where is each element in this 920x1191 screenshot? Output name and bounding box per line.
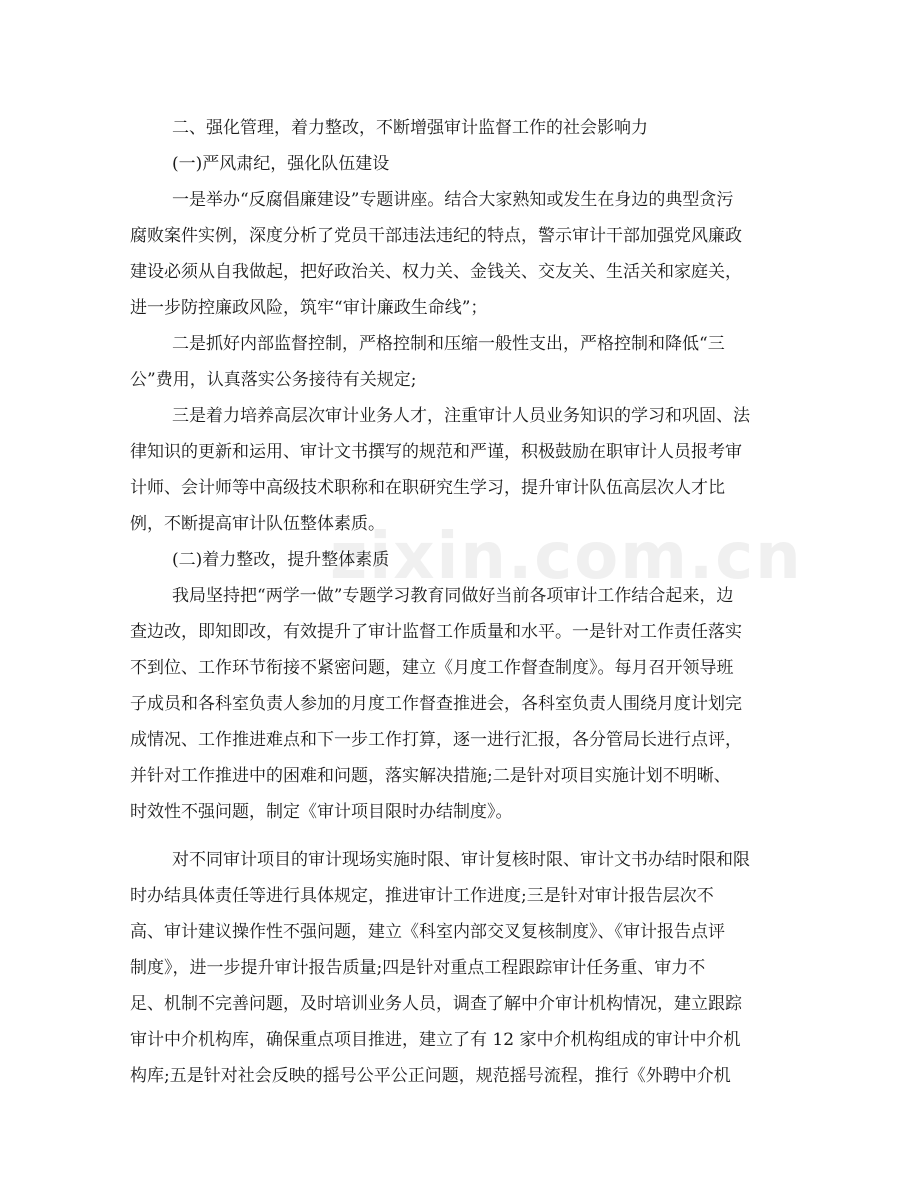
text-line: 三是着力培养高层次审计业务人才，注重审计人员业务知识的学习和巩固、法: [172, 406, 750, 426]
document-body: [130, 110, 772, 1094]
text-line: 高、审计建议操作性不强问题，建立《科室内部交叉复核制度》、《审计报告点评: [130, 922, 725, 942]
text-line: (二)着力整改，提升整体素质: [172, 550, 390, 570]
text-line: 不到位、工作环节衔接不紧密问题，建立《月度工作督查制度》。每月召开领导班: [130, 658, 734, 678]
paragraph: [130, 182, 772, 326]
text-line: 律知识的更新和运用、审计文书撰写的规范和严谨，积极鼓励在职审计人员报考审: [130, 442, 742, 462]
watermark: zixin.com.cn: [330, 520, 803, 594]
text-line: 二是抓好内部监督控制，严格控制和压缩一般性支出，严格控制和降低“三: [172, 334, 725, 354]
paragraph: [172, 542, 772, 578]
text-line: 时办结具体责任等进行具体规定，推进审计工作进度;三是针对审计报告层次不: [130, 886, 714, 906]
text-line: 进一步防控廉政风险，筑牢“审计廉政生命线”；: [130, 298, 488, 318]
text-line: (一)严风肃纪，强化队伍建设: [172, 154, 390, 174]
paragraph: [130, 326, 772, 398]
text-line: 构库;五是针对社会反映的摇号公平公正问题，规范摇号流程，推行《外聘中介机: [130, 1066, 731, 1086]
text-line: 建设必须从自我做起，把好政治关、权力关、金钱关、交友关、生活关和家庭关，: [130, 262, 742, 282]
text-line: 成情况、工作推进难点和下一步工作打算，逐一进行汇报，各分管局长进行点评，: [130, 730, 742, 750]
text-line: 查边改，即知即改，有效提升了审计监督工作质量和水平。一是针对工作责任落实: [130, 622, 742, 642]
text-line: 一是举办“反腐倡廉建设”专题讲座。结合大家熟知或发生在身边的典型贪污: [172, 190, 734, 210]
text-line: 例，不断提高审计队伍整体素质。: [130, 514, 385, 534]
text-line: 我局坚持把“两学一做”专题学习教育同做好当前各项审计工作结合起来，边: [172, 586, 734, 606]
text-line: 计师、会计师等中高级技术职称和在职研究生学习，提升审计队伍高层次人才比: [130, 478, 725, 498]
text-line: 并针对工作推进中的困难和问题，落实解决措施;二是针对项目实施计划不明晰、: [130, 766, 731, 786]
paragraph: [130, 842, 772, 1094]
text-line: 足、机制不完善问题，及时培训业务人员，调查了解中介审计机构情况，建立跟踪: [130, 994, 742, 1014]
paragraph: [130, 398, 772, 542]
paragraph: [172, 110, 772, 146]
text-line: 公”费用，认真落实公务接待有关规定;: [130, 370, 417, 390]
text-line: 对不同审计项目的审计现场实施时限、审计复核时限、审计文书办结时限和限: [172, 850, 750, 870]
text-line: 二、强化管理，着力整改，不断增强审计监督工作的社会影响力: [172, 118, 648, 138]
text-line: 制度》，进一步提升审计报告质量;四是针对重点工程跟踪审计任务重、审力不: [130, 958, 706, 978]
text-line: 腐败案件实例，深度分析了党员干部违法违纪的特点，警示审计干部加强党风廉政: [130, 226, 742, 246]
text-line: 审计中介机构库，确保重点项目推进，建立了有 12 家中介机构组成的审计中介机: [130, 1030, 741, 1050]
paragraph: [130, 578, 772, 830]
paragraph: [172, 146, 772, 182]
text-line: 时效性不强问题，制定《审计项目限时办结制度》。: [130, 802, 513, 822]
text-line: 子成员和各科室负责人参加的月度工作督查推进会，各科室负责人围绕月度计划完: [130, 694, 742, 714]
